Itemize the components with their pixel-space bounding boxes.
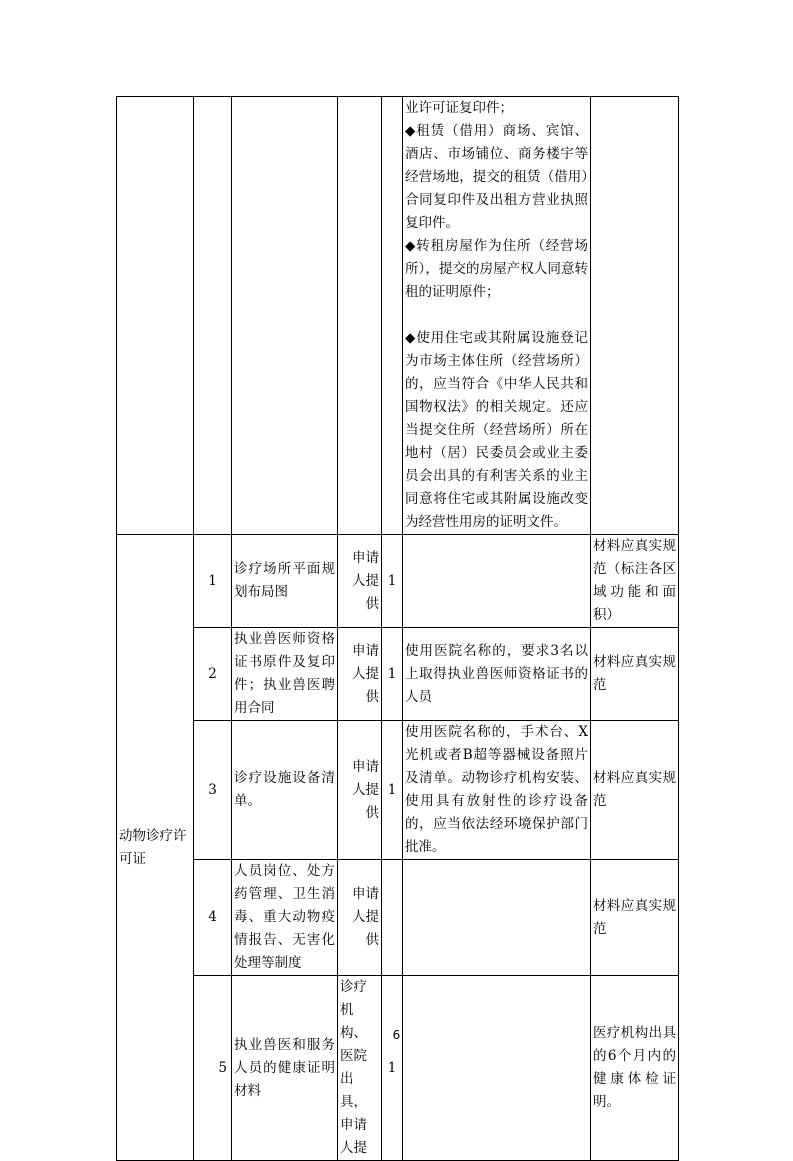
- number-cell: 5: [194, 976, 232, 1161]
- count-cell: [382, 97, 403, 535]
- table-row: [117, 976, 679, 1161]
- page-number: 6: [392, 1028, 401, 1042]
- note-cell: 材料应真实规范: [591, 721, 679, 860]
- note-cell: [591, 97, 679, 535]
- item-cell: 诊疗场所平面规划布局图: [232, 535, 338, 628]
- number-cell: 1: [194, 535, 232, 628]
- license-name-cell: [117, 535, 194, 1161]
- table-row: [117, 535, 679, 628]
- note-cell: 医疗机构出具的6个月内的健康体检证明。: [591, 976, 679, 1161]
- requirement-text: ◆使用住宅或其附属设施登记为市场主体住所（经营场所）的，应当符合《中华人民共和国物权法》的相关规定。还应当提交住所（经营场所）所在地村（居）民委员会或业主委员会出具的有利害关系的业主同意将住宅或其附属设施改变为经营性用房的证明文件。: [405, 330, 588, 530]
- count-cell: 1: [382, 721, 403, 860]
- source-cell: [338, 97, 382, 535]
- count-cell: 1: [382, 628, 403, 721]
- item-cell: 执业兽医师资格证书原件及复印件；执业兽医聘用合同: [232, 628, 338, 721]
- source-cell: 申请人提供: [338, 721, 382, 860]
- license-name: 动物诊疗许可证: [119, 827, 187, 867]
- requirement-text: 业许可证复印件；: [405, 100, 513, 116]
- requirement-text: ◆租赁（借用）商场、宾馆、酒店、市场铺位、商务楼宇等经营场地，提交的租赁（借用）合同复印件及出租方营业执照复印件。: [405, 123, 588, 231]
- table-row: [117, 628, 679, 721]
- count-cell: 1: [382, 535, 403, 628]
- note-cell: 材料应真实规范: [591, 860, 679, 976]
- item-cell: [232, 97, 338, 535]
- table-row: [117, 860, 679, 976]
- item-cell: 执业兽医和服务人员的健康证明材料: [232, 976, 338, 1161]
- source-cell: 诊疗机构、医院出具，申请人提: [338, 976, 382, 1161]
- requirement-text: ◆转租房屋作为住所（经营场所），提交的房屋产权人同意转租的证明原件；: [405, 238, 588, 300]
- note-cell: 材料应真实规范（标注各区域功能和面积）: [591, 535, 679, 628]
- source-cell: 申请人提供: [338, 628, 382, 721]
- requirement-cell: [403, 976, 591, 1161]
- requirement-cell: [403, 97, 591, 535]
- number-cell: [194, 97, 232, 535]
- number-cell: 3: [194, 721, 232, 860]
- requirement-cell: 使用医院名称的，手术台、X光机或者B超等器械设备照片及清单。动物诊疗机构安装、使用具有放射性的诊疗设备的，应当依法经环境保护部门批准。: [403, 721, 591, 860]
- source-cell: 申请人提供: [338, 860, 382, 976]
- note-cell: 材料应真实规范: [591, 628, 679, 721]
- table-row: [117, 97, 679, 535]
- count-cell: [382, 860, 403, 976]
- number-cell: 4: [194, 860, 232, 976]
- materials-table: [116, 96, 679, 1161]
- number-cell: 2: [194, 628, 232, 721]
- requirement-cell: 使用医院名称的，要求3名以上取得执业兽医师资格证书的人员: [403, 628, 591, 721]
- table-row: [117, 721, 679, 860]
- requirement-cell: [403, 535, 591, 628]
- name-cell: [117, 97, 194, 535]
- count-cell: 1: [382, 976, 403, 1161]
- source-cell: 申请人提供: [338, 535, 382, 628]
- item-cell: 诊疗设施设备清单。: [232, 721, 338, 860]
- requirement-cell: [403, 860, 591, 976]
- item-cell: 人员岗位、处方药管理、卫生消毒、重大动物疫情报告、无害化处理等制度: [232, 860, 338, 976]
